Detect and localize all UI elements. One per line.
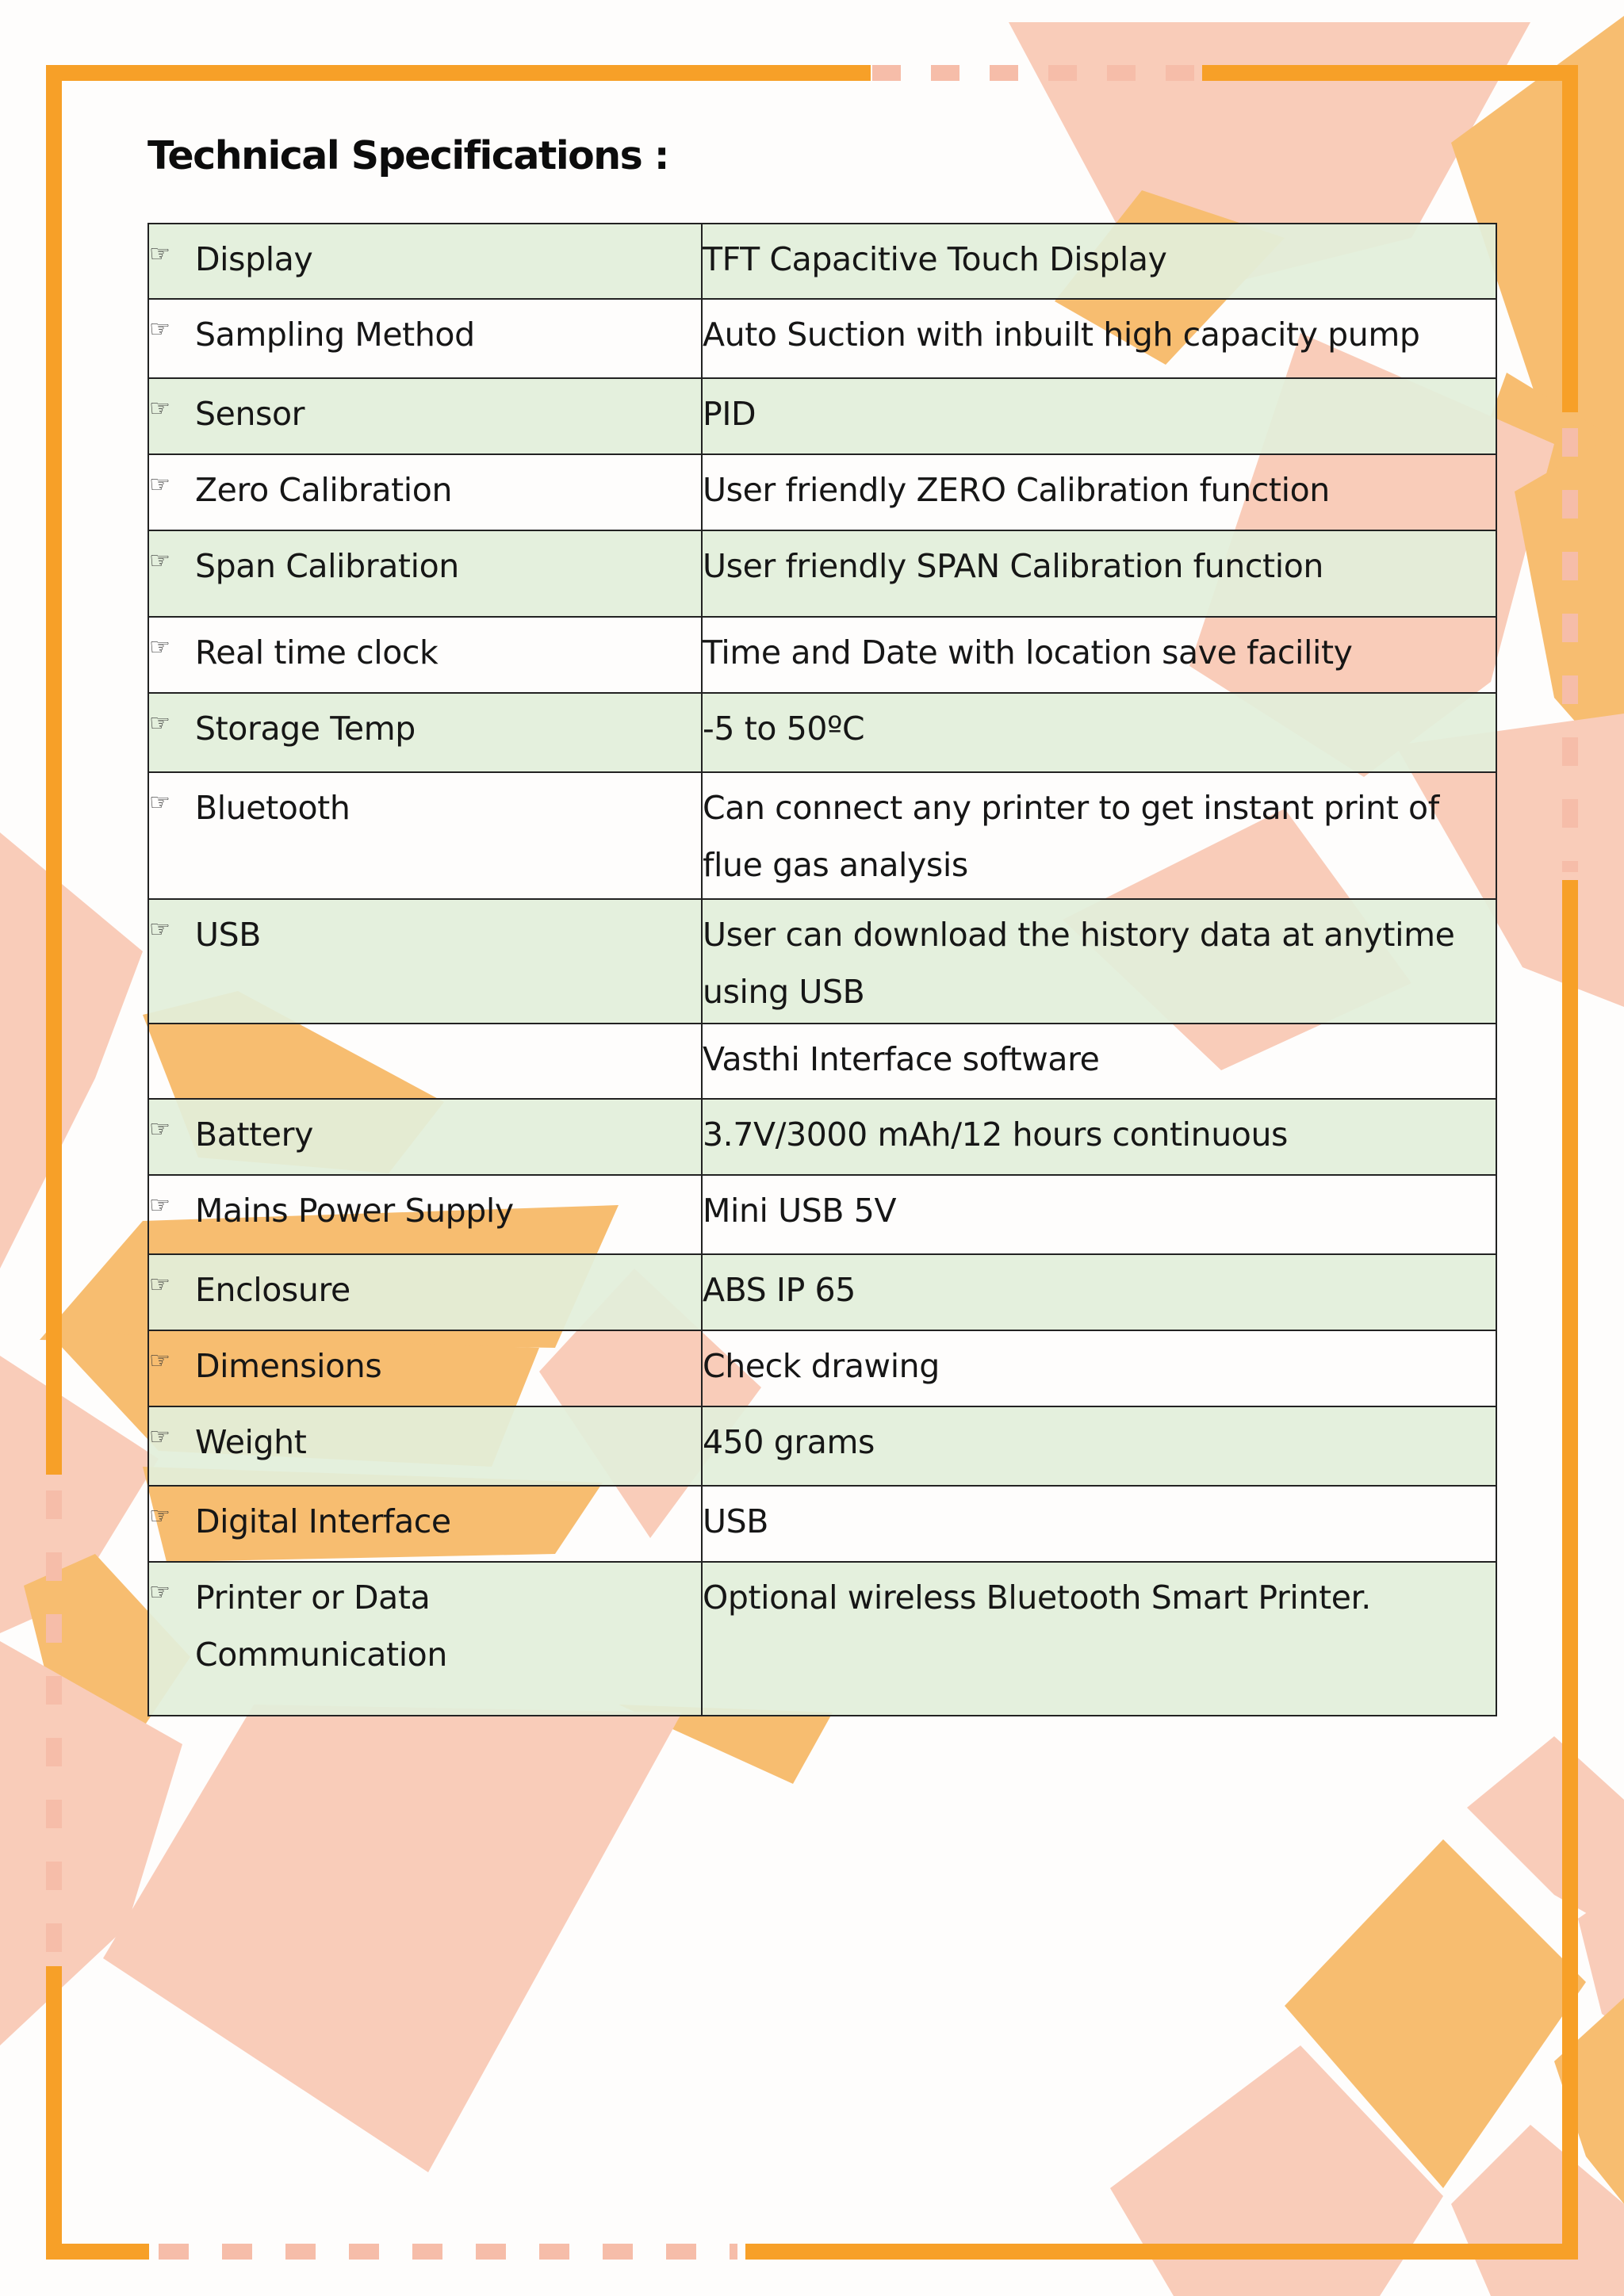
spec-label: Enclosure bbox=[195, 1271, 350, 1309]
spec-label: Display bbox=[195, 240, 313, 278]
spec-label-cell bbox=[148, 299, 702, 378]
spec-label-cell bbox=[148, 1254, 702, 1330]
spec-value: Time and Date with location save facility bbox=[702, 617, 1496, 693]
pointing-hand-icon: ☞ bbox=[149, 1271, 170, 1299]
spec-value: User friendly SPAN Calibration function bbox=[702, 530, 1496, 617]
pointing-hand-icon: ☞ bbox=[149, 1502, 170, 1530]
spec-label: Real time clock bbox=[195, 633, 439, 672]
spec-value: 3.7V/3000 mAh/12 hours continuous bbox=[702, 1099, 1496, 1175]
spec-value: 450 grams bbox=[702, 1406, 1496, 1486]
spec-label-cell bbox=[148, 1486, 702, 1562]
spec-label-cell bbox=[148, 530, 702, 617]
spec-row bbox=[148, 1486, 1496, 1562]
spec-label-cell bbox=[148, 899, 702, 1024]
spec-value: Optional wireless Bluetooth Smart Printer. bbox=[702, 1562, 1496, 1716]
pointing-hand-icon: ☞ bbox=[149, 1578, 170, 1606]
spec-label-cell bbox=[148, 1099, 702, 1175]
pointing-hand-icon: ☞ bbox=[149, 395, 170, 423]
pointing-hand-icon: ☞ bbox=[149, 710, 170, 737]
spec-label-cell bbox=[148, 224, 702, 299]
spec-label: Digital Interface bbox=[195, 1502, 451, 1540]
spec-label: Mains Power Supply bbox=[195, 1192, 514, 1230]
spec-row bbox=[148, 530, 1496, 617]
spec-value: User can download the history data at anytime using USB bbox=[702, 899, 1496, 1024]
pointing-hand-icon: ☞ bbox=[149, 1115, 170, 1143]
pointing-hand-icon: ☞ bbox=[149, 316, 170, 343]
spec-label: Dimensions bbox=[195, 1347, 382, 1385]
pointing-hand-icon: ☞ bbox=[149, 1423, 170, 1451]
spec-value: Mini USB 5V bbox=[702, 1175, 1496, 1254]
spec-label: Weight bbox=[195, 1423, 307, 1461]
spec-row bbox=[148, 1406, 1496, 1486]
pointing-hand-icon: ☞ bbox=[149, 471, 170, 499]
spec-row bbox=[148, 1099, 1496, 1175]
spec-row bbox=[148, 454, 1496, 530]
spec-row bbox=[148, 693, 1496, 772]
spec-row bbox=[148, 1330, 1496, 1406]
spec-row bbox=[148, 1254, 1496, 1330]
specifications-table bbox=[147, 223, 1497, 1716]
spec-label: Printer or Data Communication bbox=[195, 1578, 447, 1674]
spec-label: Storage Temp bbox=[195, 710, 416, 748]
spec-value: -5 to 50ºC bbox=[702, 693, 1496, 772]
spec-row bbox=[148, 224, 1496, 299]
pointing-hand-icon: ☞ bbox=[149, 240, 170, 268]
spec-label-cell bbox=[148, 617, 702, 693]
spec-label: Sensor bbox=[195, 395, 305, 433]
spec-value: USB bbox=[702, 1486, 1496, 1562]
peach-shape bbox=[0, 832, 143, 1269]
spec-label: Span Calibration bbox=[195, 547, 459, 585]
spec-value: PID bbox=[702, 378, 1496, 454]
spec-value: Can connect any printer to get instant print of flue gas analysis bbox=[702, 772, 1496, 899]
spec-row bbox=[148, 617, 1496, 693]
spec-label: Zero Calibration bbox=[195, 471, 453, 509]
spec-row bbox=[148, 1175, 1496, 1254]
pointing-hand-icon: ☞ bbox=[149, 789, 170, 817]
spec-value: Auto Suction with inbuilt high capacity pump bbox=[702, 299, 1496, 378]
pointing-hand-icon: ☞ bbox=[149, 1347, 170, 1375]
peach-shape bbox=[103, 1705, 682, 2172]
spec-label: Bluetooth bbox=[195, 789, 350, 827]
spec-row bbox=[148, 299, 1496, 378]
spec-label-cell bbox=[148, 454, 702, 530]
spec-label-cell bbox=[148, 693, 702, 772]
spec-label: Battery bbox=[195, 1115, 313, 1154]
spec-value: TFT Capacitive Touch Display bbox=[702, 224, 1496, 299]
spec-label-cell bbox=[148, 1175, 702, 1254]
spec-label-cell bbox=[148, 1024, 702, 1099]
spec-label-cell bbox=[148, 378, 702, 454]
spec-label-cell bbox=[148, 1562, 702, 1716]
spec-value: Vasthi Interface software bbox=[702, 1024, 1496, 1099]
spec-label: Sampling Method bbox=[195, 316, 475, 354]
spec-value: User friendly ZERO Calibration function bbox=[702, 454, 1496, 530]
pointing-hand-icon: ☞ bbox=[149, 1192, 170, 1219]
page-title: Technical Specifications : bbox=[147, 133, 668, 178]
spec-label-cell bbox=[148, 772, 702, 899]
pointing-hand-icon: ☞ bbox=[149, 916, 170, 943]
spec-value: ABS IP 65 bbox=[702, 1254, 1496, 1330]
spec-label-cell bbox=[148, 1330, 702, 1406]
spec-row bbox=[148, 899, 1496, 1024]
spec-row bbox=[148, 378, 1496, 454]
pointing-hand-icon: ☞ bbox=[149, 633, 170, 661]
pointing-hand-icon: ☞ bbox=[149, 547, 170, 575]
spec-value: Check drawing bbox=[702, 1330, 1496, 1406]
spec-label: USB bbox=[195, 916, 261, 954]
spec-row bbox=[148, 1024, 1496, 1099]
spec-row bbox=[148, 772, 1496, 899]
spec-row bbox=[148, 1562, 1496, 1716]
spec-label-cell bbox=[148, 1406, 702, 1486]
